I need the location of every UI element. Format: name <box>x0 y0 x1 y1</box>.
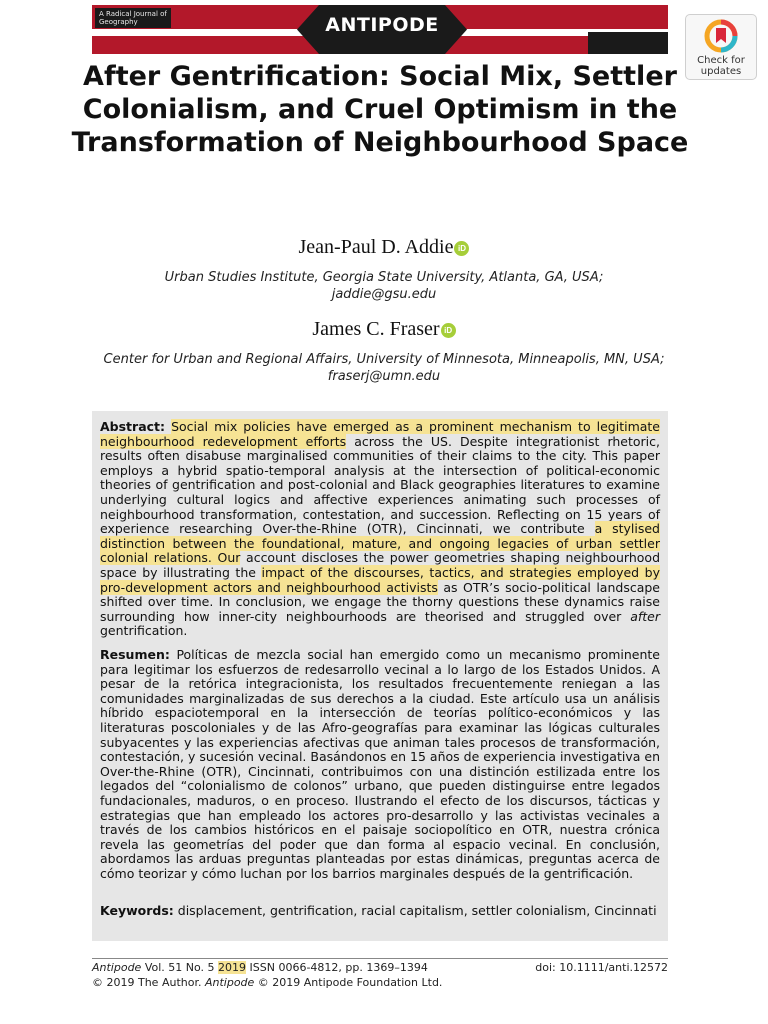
author-1-name: Jean-Paul D. Addie <box>298 236 454 258</box>
check-for-updates-button[interactable] <box>685 14 757 80</box>
copyright-author: © 2019 The Author. <box>92 976 205 989</box>
keywords-paragraph <box>100 904 660 919</box>
author-2 <box>0 318 768 341</box>
abstract-text-1: across the US. Despite integrationist rhetoric, results often disabuse marginalised communities of their claims to the city. This paper employs a hybrid spatio-temporal analysis at the intersection of political-economic theories of gentrification and post-colonial and Black geographies literatures to examine underlying cultural logics and affective experiences animating such processes of neighbourhood transformation, contestation, and succession. Reflecting on 15 years of experience researching Over-the-Rhine (OTR), Cincinnati, we contribute <box>100 433 660 537</box>
author-1 <box>0 236 768 259</box>
copyright-journal: Antipode <box>204 976 255 989</box>
resumen-label: Resumen: <box>100 647 170 662</box>
copyright-foundation: © 2019 Antipode Foundation Ltd. <box>254 976 443 989</box>
keywords-text: displacement, gentrification, racial capitalism, settler colonialism, Cincinnati <box>177 903 657 918</box>
journal-logo-text: ANTIPODE <box>325 14 439 36</box>
resumen-text: Políticas de mezcla social han emergido como un mecanismo prominente para legitimar los esfuerzos de redesarrollo vecinal a lo largo de los Estados Unidos. A pesar de la retórica integracionista, los resultados frecuentemente reniegan a las comunidades marginalizadas de sus derechos a la ciudad. Este artículo usa un análisis híbrido espaciotemporal en la intersección de teorías político-económicos y las literaturas poscoloniales y de las Afro-geografías para examinar las lógicas culturales subyacentes y las experiencias afectivas que animan tales procesos de transformación, contestación, y sucesión vecinal. Basándonos en 15 años de experiencia investigativa en Over-the-Rhine (OTR), Cincinnati, contribuimos con una distinción estilizada entre los legados del “colonialismo de colonos” urbano, que pueden distinguirse entre legados fundacionales, maduros, o en proceso. Ilustrando el efecto de los discursos, tácticas y estrategias que han empleado los actores pro-desarrollo y las activistas vecinales a través de los cambios históricos en el paisaje sociopolítico en OTR, nuestra crónica revela las geometrías del poder que dan forma al espacio vecinal. En conclusión, abordamos las arduas preguntas planteadas por estas dinámicas, preguntas acerca de cómo teorizar y cómo luchan por los barrios marginales después de la gentrificación. <box>100 647 660 881</box>
abstract-highlight-1: Social mix policies have emerged as a prominent mechanism to legitimate neighbourhood redevelopment efforts <box>100 419 660 449</box>
resumen-paragraph <box>100 648 660 882</box>
banner-black-block <box>588 32 668 54</box>
footer-doi[interactable]: doi: 10.1111/anti.12572 <box>535 961 668 974</box>
abstract-highlight-3: impact of the discourses, tactics, and strategies employed by pro-development actors and neighbourhood activists <box>100 564 660 595</box>
page-footer <box>92 958 668 989</box>
author-2-affiliation <box>0 351 768 385</box>
author-2-email[interactable]: fraserj@umn.edu <box>327 369 441 384</box>
journal-tagline: A Radical Journal of Geography <box>95 8 171 28</box>
footer-volume: Vol. 51 No. 5 <box>141 961 219 974</box>
author-2-name: James C. Fraser <box>312 318 440 340</box>
abstract-label: Abstract: <box>100 419 166 434</box>
orcid-icon[interactable]: iD <box>441 323 456 338</box>
abstract-highlight-2: a stylised distinction between the foundational, mature, and ongoing legacies of urban settler colonial relations. Our <box>100 521 660 566</box>
author-1-affiliation <box>0 269 768 303</box>
author-1-email[interactable]: jaddie@gsu.edu <box>331 287 437 302</box>
footer-issn-pages: ISSN 0066-4812, pp. 1369–1394 <box>246 961 428 974</box>
copyright-line <box>92 975 442 990</box>
abstract-text-3: as OTR’s socio-political landscape shifted over time. In conclusion, we engage the thorny questions these dynamics raise surrounding how inner-city neighbourhoods are theorised and struggled over <box>100 579 660 624</box>
footer-year: 2019 <box>218 961 247 974</box>
abstract-text-2: account discloses the power geometries shaping neighbourhood space by illustrating the <box>100 550 661 580</box>
author-1-institution: Urban Studies Institute, Georgia State University, Atlanta, GA, USA; <box>164 270 604 285</box>
citation-line <box>92 960 428 975</box>
check-for-updates-label: Check for updates <box>697 55 745 77</box>
abstract-text-4: gentrification. <box>100 623 188 639</box>
journal-logo <box>297 5 467 54</box>
abstract-paragraph <box>100 420 660 639</box>
footer-journal-name: Antipode <box>92 961 142 974</box>
journal-banner <box>92 5 668 54</box>
author-2-institution: Center for Urban and Regional Affairs, University of Minnesota, Minneapolis, MN, USA; <box>103 352 665 367</box>
bookmark-ring-icon <box>704 19 738 53</box>
keywords-label: Keywords: <box>100 903 174 918</box>
abstract-after-italic: after <box>630 608 660 624</box>
article-title: After Gentrification: Social Mix, Settler Colonialism, and Cruel Optimism in the Transformation of Neighbourhood Space <box>71 61 689 158</box>
orcid-icon[interactable]: iD <box>454 241 469 256</box>
